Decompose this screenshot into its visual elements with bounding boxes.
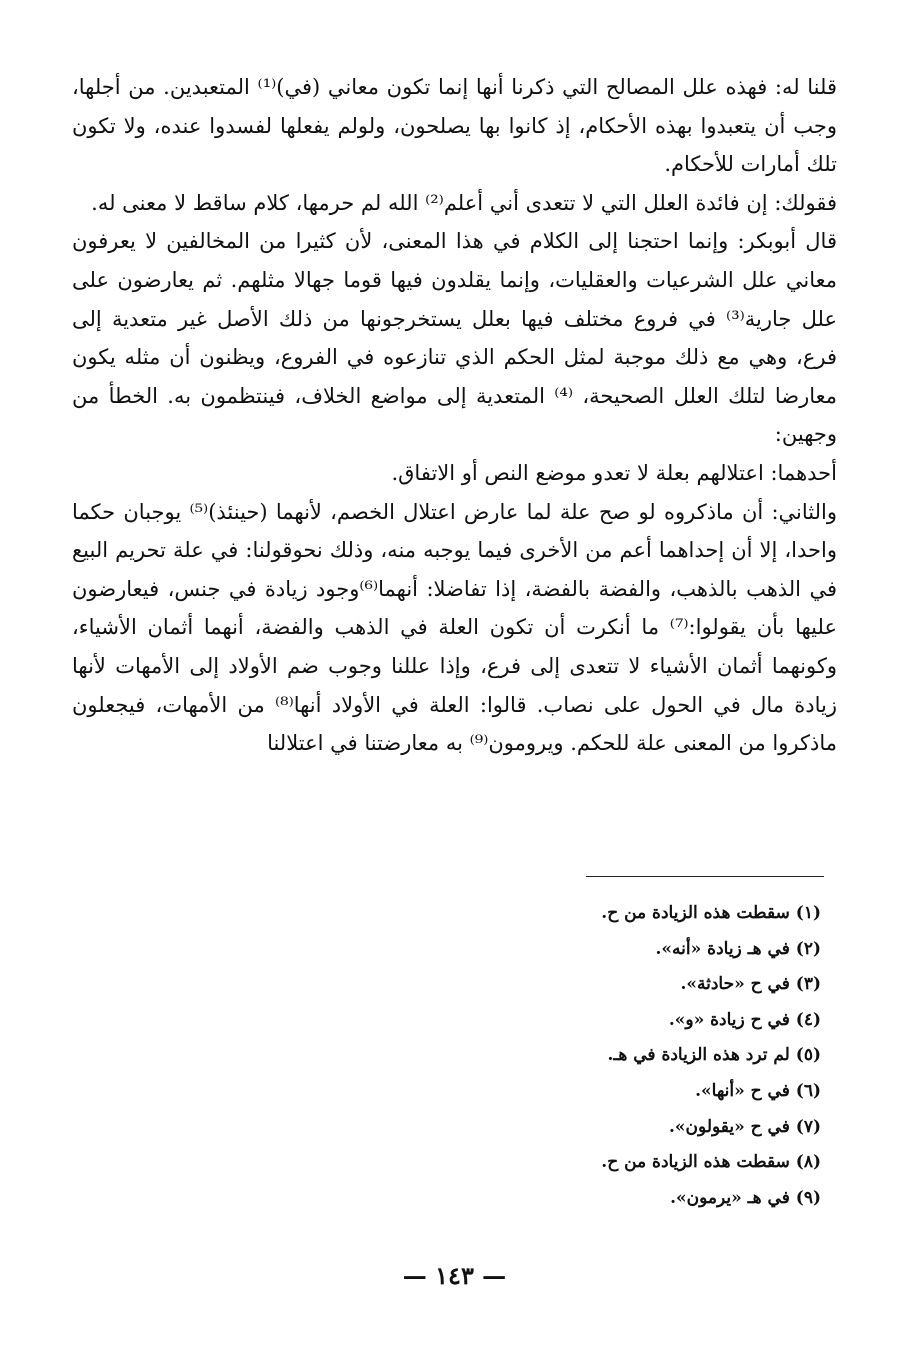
footnote-divider xyxy=(586,876,824,877)
footnote-7: (٧) في ح «يقولون». xyxy=(669,1116,821,1137)
footnote-9: (٩) في هـ «يرمون». xyxy=(670,1187,821,1208)
page-number: — ١٤٣ — xyxy=(402,1261,507,1290)
footnote-1: (١) سقطت هذه الزيادة من ح. xyxy=(601,903,821,923)
footnote-2: (٢) في هـ زيادة «أنه». xyxy=(655,938,821,959)
main-text xyxy=(72,68,837,763)
footnotes-list xyxy=(200,896,821,1216)
paragraph-1: قلنا له: فهذه علل المصالح التي ذكرنا أنها إنما تكون معاني (في)⁽¹⁾ المتعبدين. من أجلها، وجب أن يتعبدوا بهذه الأحكام، إذ كانوا بها يصلحون، ولولم يفعلها لفسدوا عنده، ولا تكون تلك أمارات للأحكام. xyxy=(72,75,838,177)
paragraph-2: فقولك: إن فائدة العلل التي لا تتعدى أني أعلم⁽²⁾ الله لم حرمها، كلام ساقط لا معنى له. xyxy=(91,190,837,215)
paragraph-5: والثاني: أن ماذكروه لو صح علة لما عارض اعتلال الخصم، لأنهما (حينئذ)⁽⁵⁾ يوجبان حكما واحدا، إلا أن إحداهما أعم من الأخرى فيما يوجبه منه، وذلك نحوقولنا: في علة تحريم البيع في الذهب بالذهب، والفضة بالفضة، إذا تفاضلا: أنهما⁽⁶⁾وجود زيادة في جنس، فيعارضون عليها بأن يقولوا:⁽⁷⁾ ما أنكرت أن تكون العلة في الذهب والفضة، أنهما أثمان الأشياء، وكونهما أثمان الأشياء لا تتعدى إلى فرع، وإذا عللنا وجوب ضم الأولاد إلى الأمهات لأنها زيادة مال في الحول على نصاب. قالوا: العلة في الأولاد أنها⁽⁸⁾ من الأمهات، فيجعلون ماذكروا من المعنى علة للحكم. ويرومون⁽⁹⁾ به معارضتنا في اعتلالنا xyxy=(72,499,838,756)
footnote-5: (٥) لم ترد هذه الزيادة في هـ. xyxy=(607,1045,821,1066)
footnote-6: (٦) في ح «أنها». xyxy=(695,1080,821,1101)
footnote-3: (٣) في ح «حادثة». xyxy=(680,974,821,995)
paragraph-4: أحدهما: اعتلالهم بعلة لا تعدو موضع النص أو الاتفاق. xyxy=(391,460,837,485)
paragraph-3: قال أبوبكر: وإنما احتجنا إلى الكلام في هذا المعنى، لأن كثيرا من المخالفين لا يعرفون معاني علل الشرعيات والعقليات، وإنما يقلدون فيها قوما جهالا مثلهم. ثم يعارضون على علل جارية⁽³⁾ في فروع مختلف فيها بعلل يستخرجونها من ذلك الأصل غير متعدية إلى فرع، وهي مع ذلك موجبة لمثل الحكم الذي تنازعوه في الفروع، ويظنون أن مثله يكون معارضا لتلك العلل الصحيحة، ⁽⁴⁾ المتعدية إلى مواضع الخلاف، فينتظمون به. الخطأ من وجهين: xyxy=(72,229,838,447)
footnote-4: (٤) في ح زيادة «و». xyxy=(668,1009,821,1030)
footnote-8: (٨) سقطت هذه الزيادة من ح. xyxy=(601,1152,821,1173)
